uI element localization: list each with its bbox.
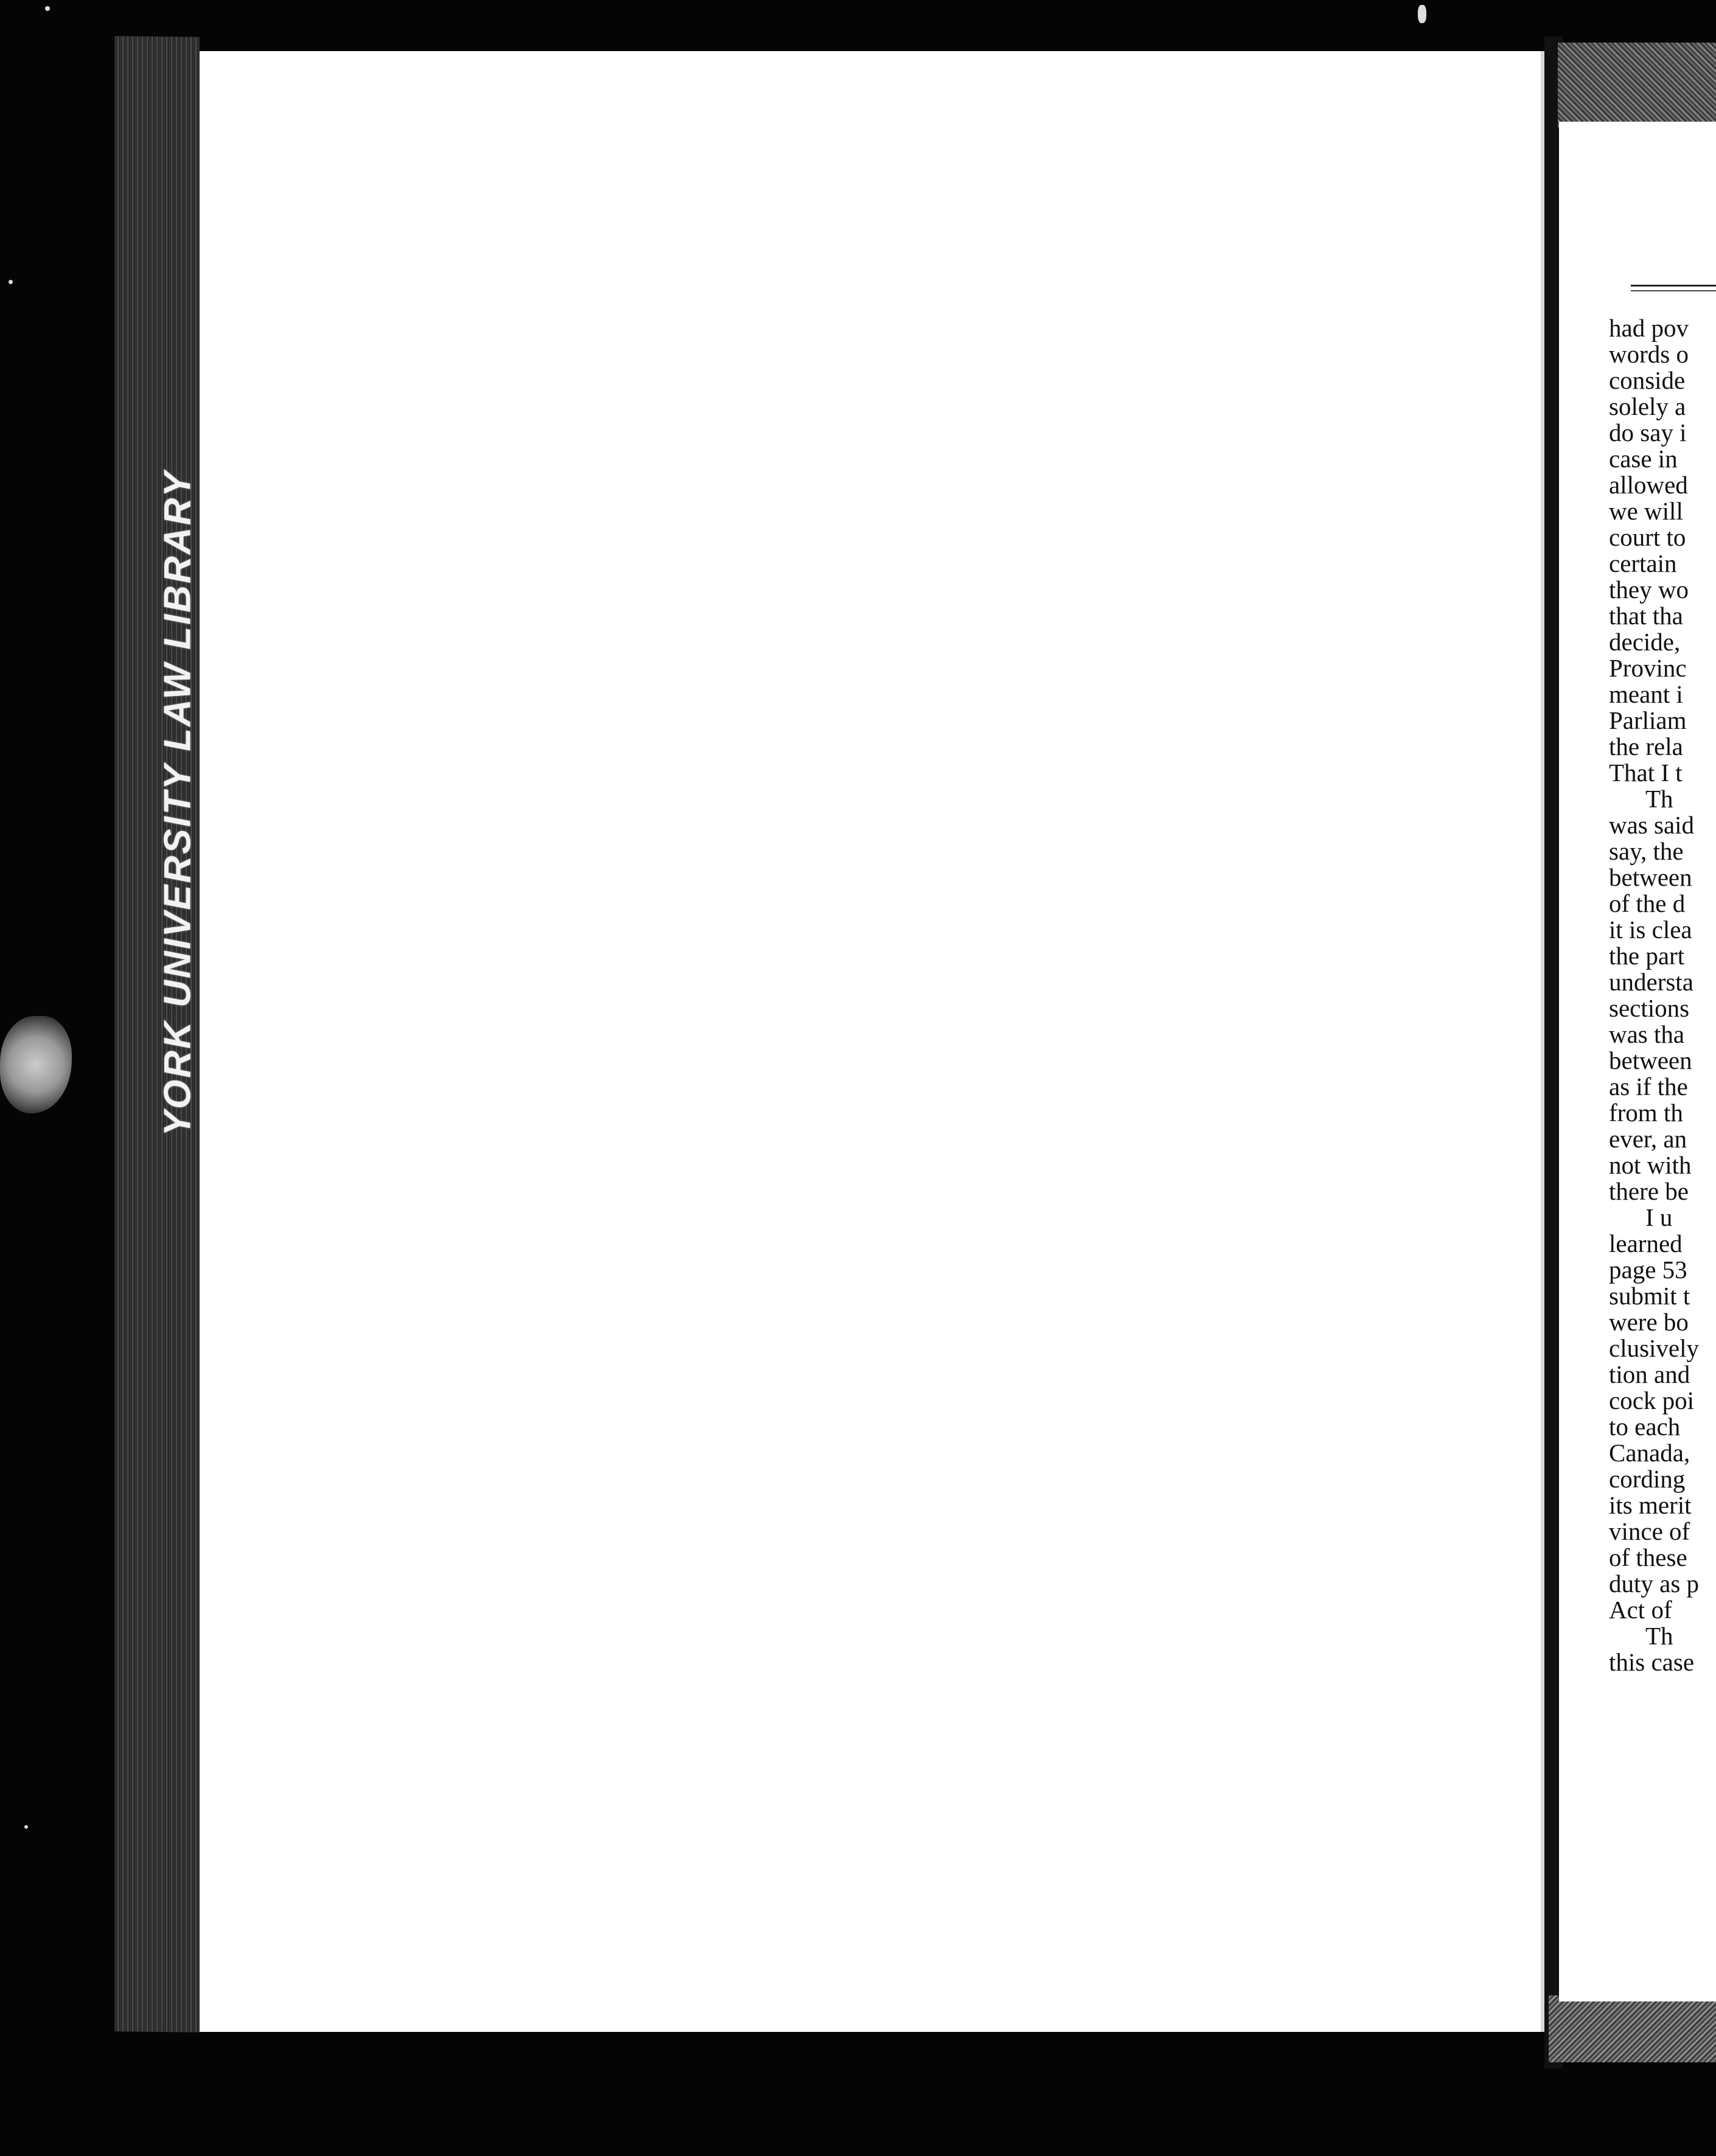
text-line: submit t: [1609, 1282, 1690, 1310]
text-line: do say i: [1609, 419, 1687, 447]
text-line: decide,: [1609, 628, 1681, 656]
text-line: they wo: [1609, 576, 1689, 603]
text-line: this case: [1609, 1648, 1695, 1676]
text-line: conside: [1609, 366, 1686, 394]
text-line: we will: [1609, 497, 1683, 525]
text-line: Th: [1645, 785, 1673, 813]
text-line: was tha: [1609, 1020, 1685, 1048]
header-rule: [1631, 285, 1716, 291]
text-line: I u: [1645, 1203, 1673, 1231]
text-line: that tha: [1609, 602, 1683, 630]
dust-speck: [24, 1825, 28, 1829]
text-line: page 53: [1609, 1256, 1687, 1284]
dust-speck: [1418, 5, 1426, 23]
library-stamp: [153, 389, 202, 1217]
text-line: there be: [1609, 1177, 1689, 1205]
text-line: was said: [1609, 811, 1695, 839]
text-line: cording: [1609, 1465, 1686, 1493]
text-line: That I t: [1609, 759, 1683, 787]
text-line: between: [1609, 1046, 1692, 1074]
right-text-page: [1559, 122, 1716, 2001]
text-line: between: [1609, 863, 1692, 891]
text-line: meant i: [1609, 680, 1683, 708]
text-line: ever, an: [1609, 1125, 1687, 1153]
text-line: as if the: [1609, 1073, 1688, 1101]
text-line: words o: [1609, 340, 1689, 368]
blank-left-page: [200, 51, 1544, 2032]
text-line: understa: [1609, 968, 1693, 996]
text-line: case in: [1609, 445, 1678, 473]
text-line: learned: [1609, 1229, 1683, 1257]
dust-speck: [45, 6, 50, 11]
dust-speck: [9, 280, 13, 284]
text-line: cock poi: [1609, 1386, 1695, 1414]
text-line: to each: [1609, 1413, 1681, 1441]
text-line: certain: [1609, 549, 1677, 577]
text-line: the part: [1609, 942, 1685, 970]
right-page-bottom-edge: [1549, 1995, 1716, 2062]
text-line: tion and: [1609, 1360, 1690, 1388]
text-line: duty as p: [1609, 1570, 1700, 1598]
text-line: vince of: [1609, 1517, 1690, 1545]
text-line: allowed: [1609, 471, 1688, 499]
text-line: Th: [1645, 1622, 1673, 1650]
text-line: not with: [1609, 1151, 1692, 1179]
text-line: the rela: [1609, 732, 1683, 760]
text-line: clusively: [1609, 1334, 1700, 1362]
text-line: it is clea: [1609, 916, 1692, 944]
text-line: its merit: [1609, 1491, 1692, 1519]
library-stamp-text: YORK UNIVERSITY LAW LIBRARY: [156, 470, 199, 1136]
text-line: solely a: [1609, 392, 1686, 420]
text-line: Act of: [1609, 1596, 1672, 1624]
text-line: Provinc: [1609, 654, 1687, 682]
text-line: Parliam: [1609, 706, 1687, 734]
text-line: Canada,: [1609, 1439, 1690, 1467]
text-column: [1609, 315, 1716, 1675]
text-line: sections: [1609, 994, 1690, 1022]
scan-blemish: [0, 1016, 72, 1113]
text-line: of these: [1609, 1543, 1687, 1571]
text-line: from th: [1609, 1099, 1683, 1127]
text-line: say, the: [1609, 837, 1684, 865]
right-page-top-edge: [1558, 43, 1716, 128]
text-line: had pov: [1609, 314, 1689, 342]
text-line: court to: [1609, 523, 1686, 551]
text-line: were bo: [1609, 1308, 1689, 1336]
text-line: of the d: [1609, 889, 1686, 917]
